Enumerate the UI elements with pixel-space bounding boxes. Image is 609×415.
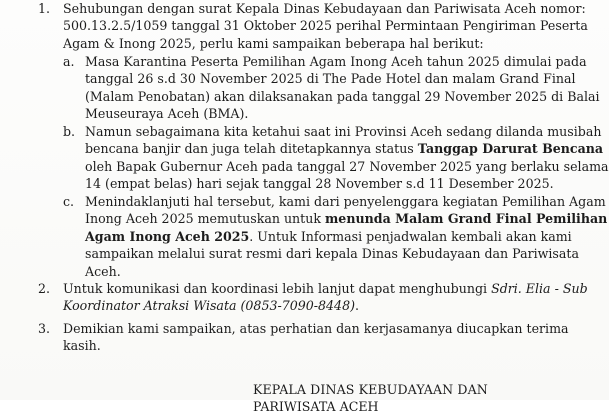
status-emphasis: Tanggap Darurat Bencana <box>417 141 604 157</box>
sub-c-line: Aceh. <box>85 263 121 279</box>
contact-role-phone: Koordinator Atraksi Wisata (0853-7090-8448) <box>63 298 355 314</box>
item-1-number: 1. <box>38 1 51 16</box>
item-2-paragraph <box>63 280 588 315</box>
sub-b-line: 14 (empat belas) hari sejak tanggal 28 November s.d 11 Desember 2025. <box>85 176 554 192</box>
sub-c-line <box>85 228 607 245</box>
item-1-line: 500.13.2.5/1059 tanggal 31 Oktober 2025 perihal Permintaan Pengiriman Peserta <box>63 18 588 34</box>
sub-a-line: Masa Karantina Peserta Pemilihan Agam Inong Aceh tahun 2025 dimulai pada <box>85 54 587 69</box>
sub-c-line <box>85 210 607 227</box>
item-2-text: Untuk komunikasi dan koordinasi lebih lanjut dapat menghubungi <box>63 281 492 296</box>
sub-c-letter: c. <box>63 194 75 209</box>
sub-a-line: (Malam Penobatan) akan dilaksanakan pada tanggal 29 November 2025 di Balai <box>85 88 600 104</box>
signature-title: KEPALA DINAS KEBUDAYAAN DAN <box>253 382 488 397</box>
event-name-emphasis: Agam Inong Aceh 2025 <box>85 228 250 244</box>
sub-b-paragraph <box>85 123 609 193</box>
item-2-line <box>63 297 588 314</box>
sub-a-letter: a. <box>63 54 75 69</box>
sub-b-line <box>85 140 609 157</box>
sub-c-paragraph <box>85 193 607 280</box>
item-2-number: 2. <box>38 281 51 296</box>
item-3-number: 3. <box>38 321 51 336</box>
sub-c-text: . Untuk Informasi penjadwalan kembali akan kami <box>249 228 572 244</box>
item-2-text: . <box>355 298 360 314</box>
sub-c-text: Inong Aceh 2025 memutuskan untuk <box>85 211 325 227</box>
item-1-line: Sehubungan dengan surat Kepala Dinas Kebudayaan dan Pariwisata Aceh nomor: <box>63 1 586 16</box>
item-2-line <box>63 280 588 297</box>
sub-b-line: Namun sebagaimana kita ketahui saat ini Provinsi Aceh sedang dilanda musibah <box>85 124 602 139</box>
item-1-line: Agam & Inong 2025, perlu kami sampaikan beberapa hal berikut: <box>63 35 484 51</box>
sub-c-line: Menindaklanjuti hal tersebut, kami dari penyelenggara kegiatan Pemilihan Agam <box>85 194 606 209</box>
item-3-line: kasih. <box>63 338 101 354</box>
sub-a-paragraph <box>85 53 600 123</box>
sub-b-letter: b. <box>63 124 76 139</box>
sub-b-line: oleh Bapak Gubernur Aceh pada tanggal 27 November 2025 yang berlaku selama <box>85 158 609 174</box>
sub-a-line: tanggal 26 s.d 30 November 2025 di The Pade Hotel dan malam Grand Final <box>85 71 576 87</box>
sub-c-line: sampaikan melalui surat resmi dari kepala Dinas Kebudayaan dan Pariwisata <box>85 246 579 262</box>
item-3-line: Demikian kami sampaikan, atas perhatian dan kerjasamanya diucapkan terima <box>63 321 569 336</box>
item-1-paragraph <box>63 0 588 52</box>
signature-title-cont: PARIWISATA ACEH <box>253 399 379 414</box>
sub-b-text: bencana banjir dan juga telah ditetapkannya status <box>85 141 418 157</box>
postpone-emphasis: menunda Malam Grand Final Pemilihan <box>324 211 608 227</box>
sub-a-line: Meuseuraya Aceh (BMA). <box>85 106 249 122</box>
item-3-paragraph <box>63 320 569 355</box>
contact-name: Sdri. Elia - Sub <box>491 281 588 296</box>
